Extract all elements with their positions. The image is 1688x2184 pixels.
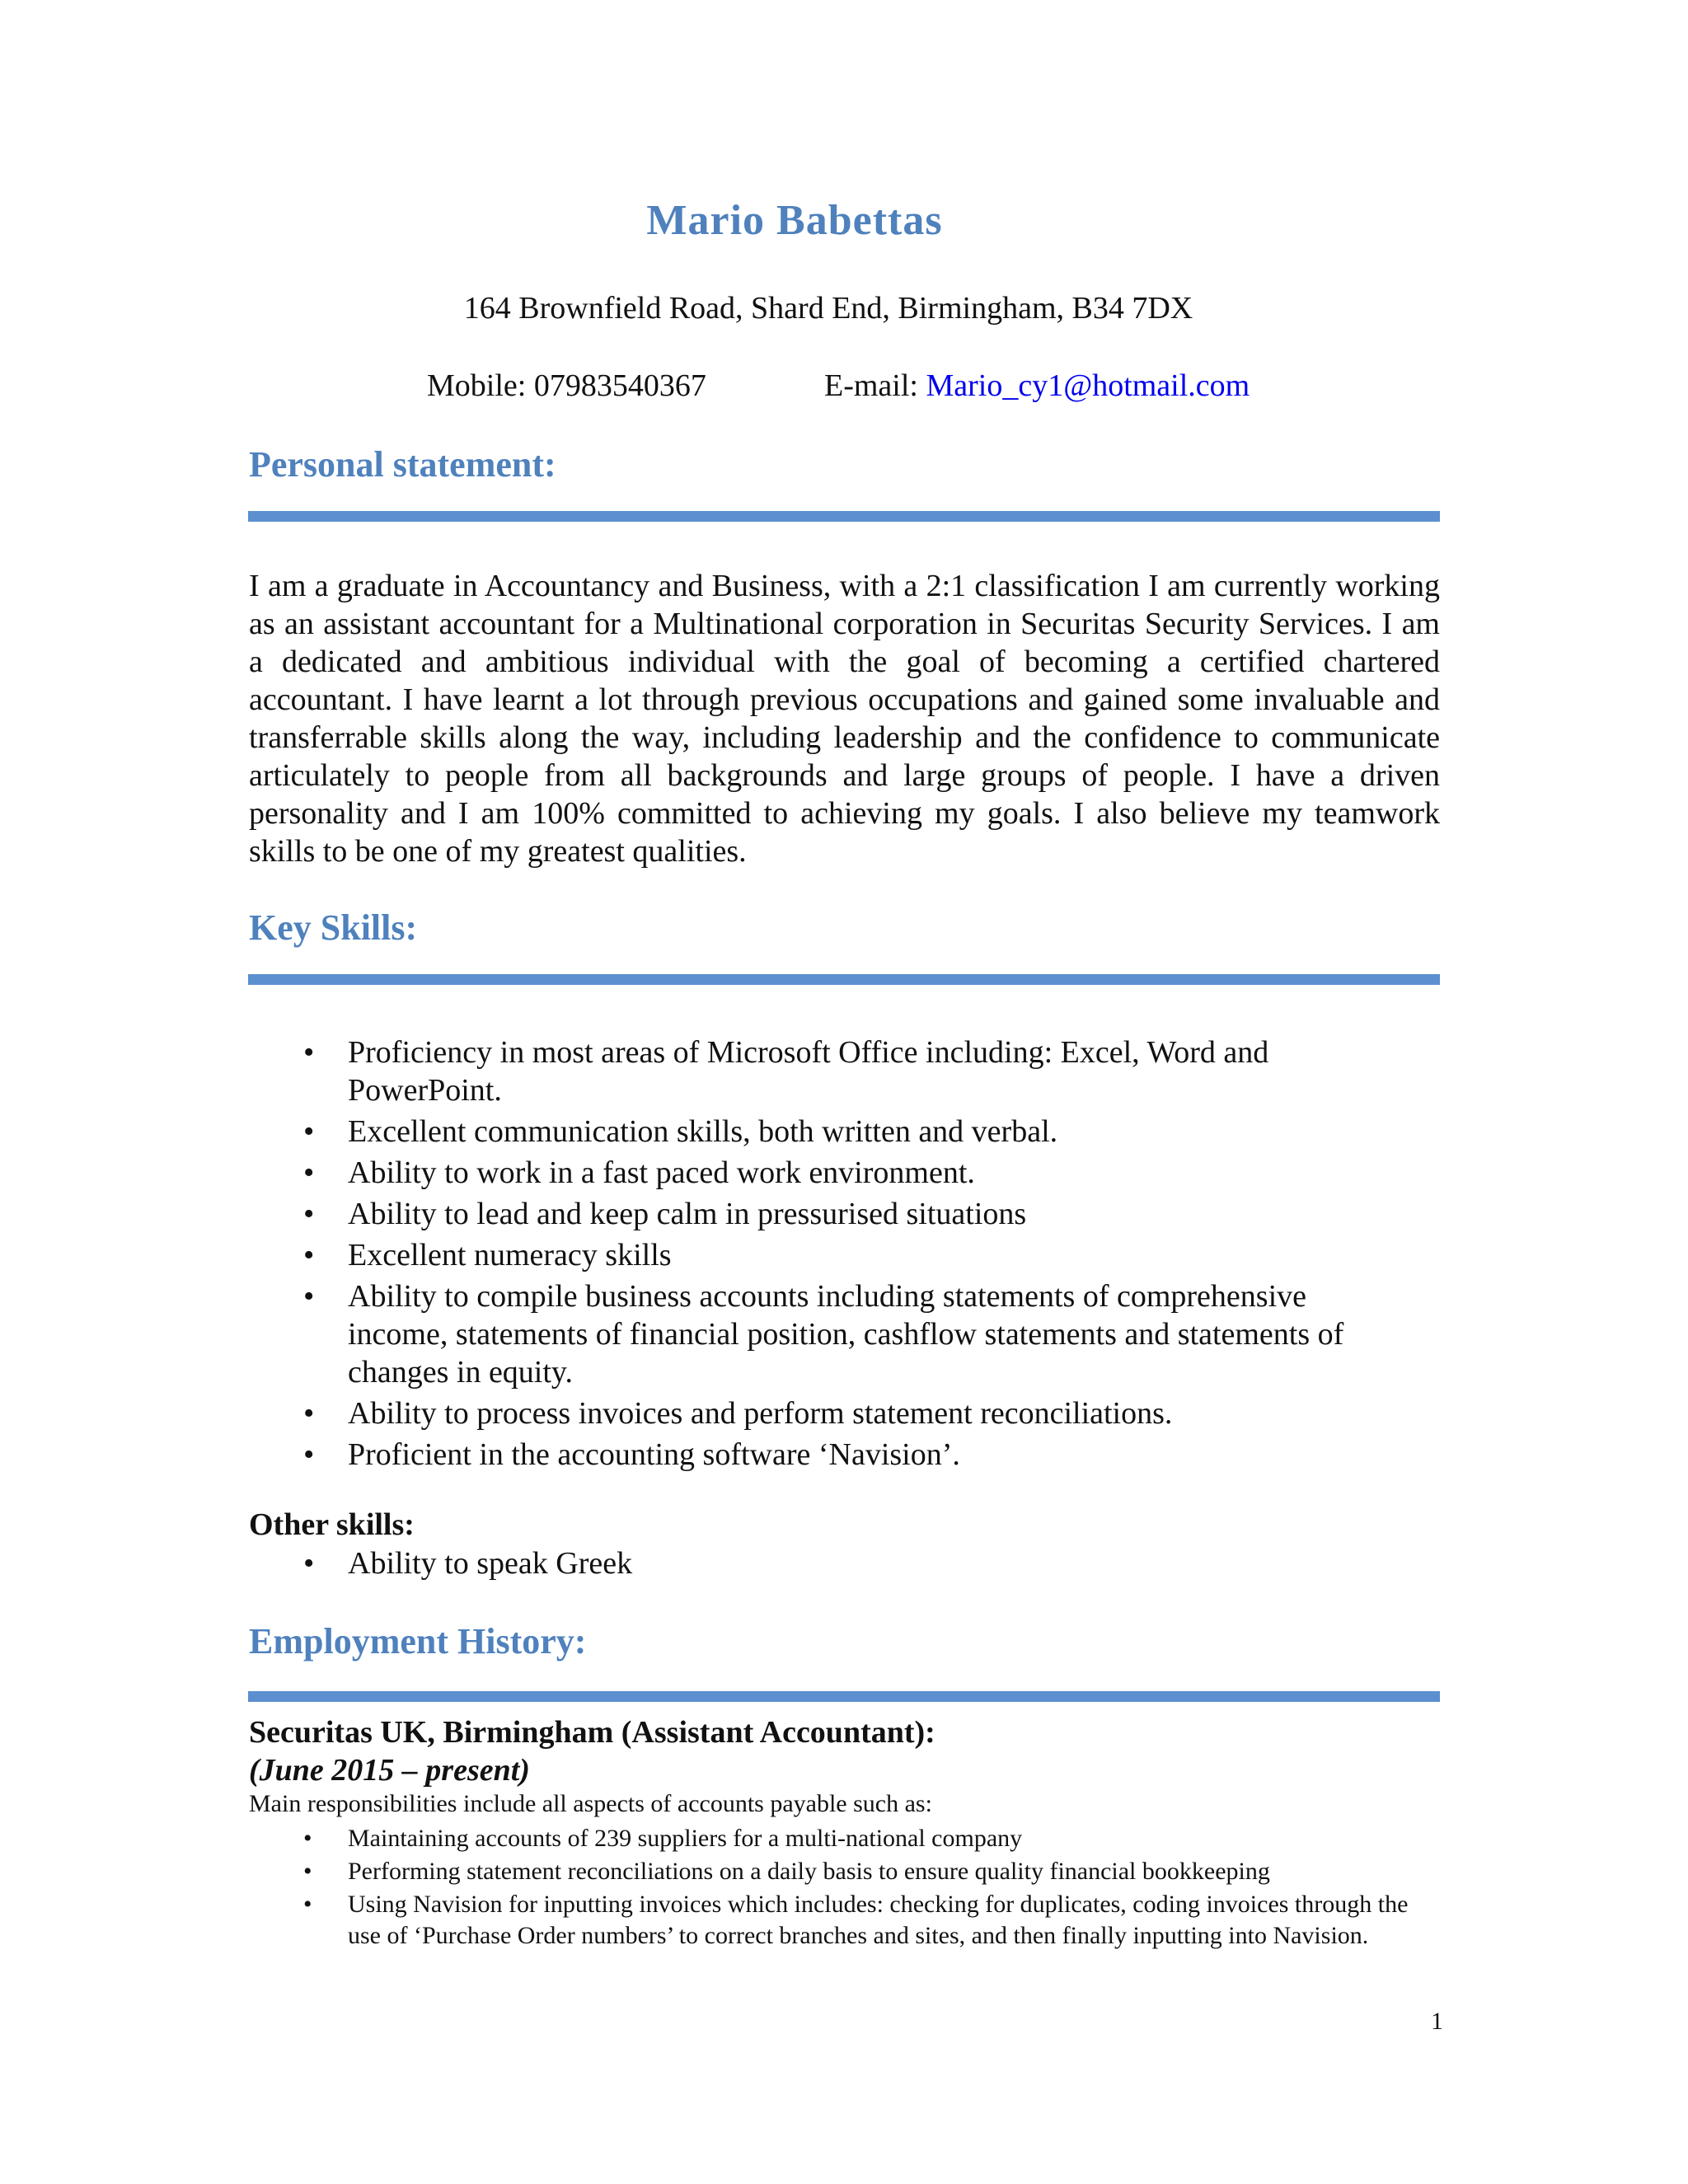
responsibility-text: Using Navision for inputting invoices which includes: checking for duplicates, coding invoices through the use of ‘Purchase Order numbers’ to correct branches and sites, and then finally inputting into Navision. <box>348 1891 1409 1949</box>
list-item <box>249 1394 1403 1432</box>
personal-statement-text: I am a graduate in Accountancy and Business, with a 2:1 classification I am currently working as an assistant accountant for a Multinational corporation in Securitas Security Services. I am a dedicated and ambitious individual with the goal of becoming a certified chartered accountant. I have learnt a lot through previous occupations and gained some invaluable and transferrable skills along the way, including leadership and the confidence to communicate articulately to people from all backgrounds and large groups of people. I have a driven personality and I am 100% committed to achieving my goals. I also believe my teamwork skills to be one of my greatest qualities. <box>249 569 1440 869</box>
list-item <box>249 1113 1403 1151</box>
skill-text: Ability to process invoices and perform statement reconciliations. <box>348 1396 1173 1431</box>
list-item <box>249 1544 1403 1582</box>
responsibility-text: Performing statement reconciliations on a daily basis to ensure quality financial bookkeeping <box>348 1858 1270 1885</box>
section-divider <box>248 511 1440 522</box>
contact-line <box>427 368 1250 404</box>
bullet-icon: • <box>303 1197 315 1231</box>
bullet-icon: • <box>303 1437 315 1472</box>
candidate-name: Mario Babettas <box>646 197 943 244</box>
list-item <box>249 1436 1403 1474</box>
list-item <box>249 1236 1403 1274</box>
bullet-icon: • <box>303 1155 315 1190</box>
address-line: 164 Brownfield Road, Shard End, Birmingham, B34 7DX <box>463 291 1193 326</box>
other-skills-list <box>249 1544 1403 1582</box>
key-skills-heading: Key Skills: <box>249 907 418 948</box>
skill-text: Proficiency in most areas of Microsoft Office including: Excel, Word and PowerPoint. <box>348 1035 1269 1108</box>
email-label: E-mail: <box>824 368 926 403</box>
responsibility-text: Maintaining accounts of 239 suppliers for a multi-national company <box>348 1825 1023 1852</box>
skill-text: Excellent numeracy skills <box>348 1238 672 1272</box>
list-item <box>249 1154 1403 1192</box>
bullet-icon: • <box>303 1238 315 1272</box>
list-item <box>249 1277 1403 1391</box>
skill-text: Ability to speak Greek <box>348 1546 633 1581</box>
bullet-icon: • <box>303 1279 315 1314</box>
skill-text: Ability to lead and keep calm in pressurised situations <box>348 1197 1027 1231</box>
skill-text: Proficient in the accounting software ‘Navision’. <box>348 1437 960 1472</box>
skill-text: Excellent communication skills, both written and verbal. <box>348 1114 1058 1149</box>
section-divider <box>248 974 1440 985</box>
skill-text: Ability to compile business accounts including statements of comprehensive income, statements of financial position, cashflow statements and statements of changes in equity. <box>348 1279 1344 1390</box>
personal-statement-heading: Personal statement: <box>249 444 556 485</box>
bullet-icon: • <box>303 1546 315 1581</box>
responsibilities-list <box>249 1823 1444 1952</box>
bullet-icon: • <box>303 1114 315 1149</box>
job-title: Securitas UK, Birmingham (Assistant Accountant): <box>249 1715 935 1750</box>
employment-history-heading: Employment History: <box>249 1621 587 1661</box>
mobile-number: Mobile: 07983540367 <box>427 368 706 403</box>
job-dates: (June 2015 – present) <box>249 1753 530 1788</box>
list-item <box>249 1033 1403 1109</box>
skill-text: Ability to work in a fast paced work environment. <box>348 1155 975 1190</box>
email-line <box>824 368 1250 404</box>
list-item <box>249 1889 1444 1952</box>
section-divider <box>248 1691 1440 1702</box>
list-item <box>249 1195 1403 1233</box>
job-intro: Main responsibilities include all aspects of accounts payable such as: <box>249 1790 932 1817</box>
key-skills-list <box>249 1033 1403 1477</box>
bullet-icon: • <box>303 1891 312 1918</box>
list-item <box>249 1823 1444 1854</box>
page-number: 1 <box>1431 2008 1443 2035</box>
bullet-icon: • <box>303 1396 315 1431</box>
email-link[interactable]: Mario_cy1@hotmail.com <box>926 368 1250 403</box>
bullet-icon: • <box>303 1825 312 1852</box>
other-skills-heading: Other skills: <box>249 1507 415 1542</box>
bullet-icon: • <box>303 1858 312 1885</box>
bullet-icon: • <box>303 1035 315 1070</box>
list-item <box>249 1856 1444 1887</box>
